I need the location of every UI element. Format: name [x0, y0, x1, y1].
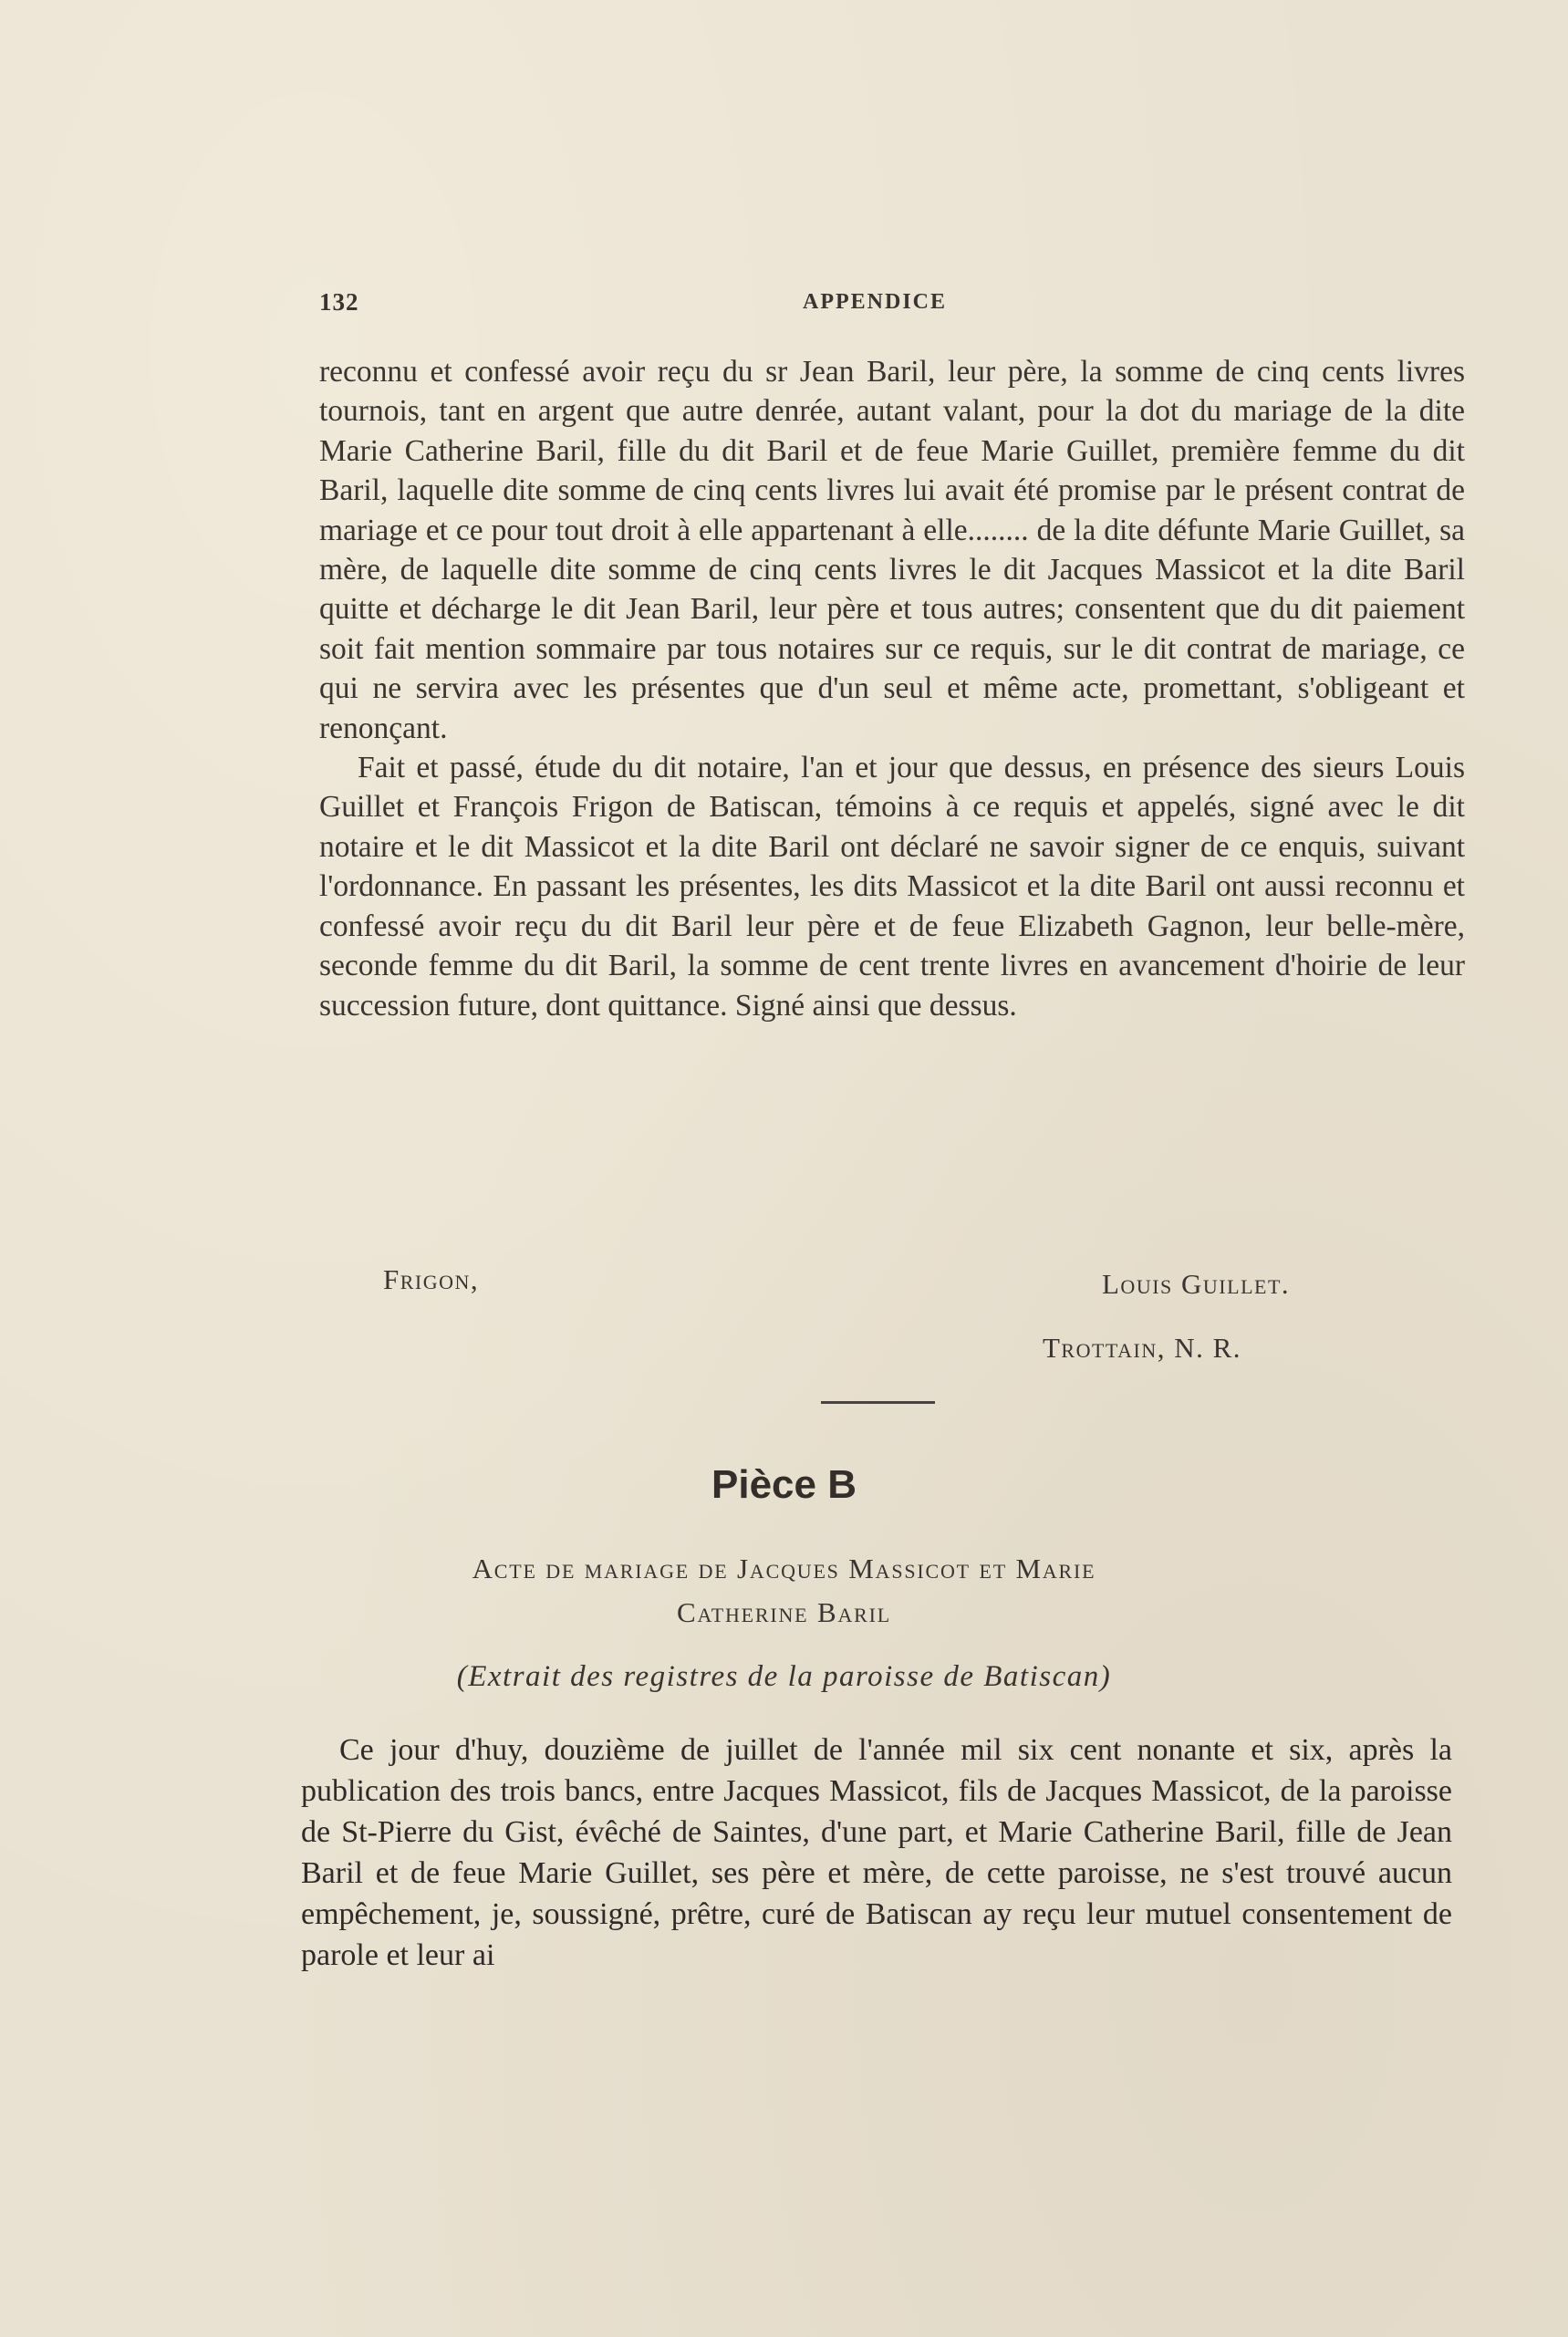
section-divider [821, 1401, 935, 1404]
page-header [319, 288, 1459, 325]
paragraph: reconnu et confessé avoir reçu du sr Jean Baril, leur père, la somme de cinq cents livres tournois, tant en argent que autre denrée, autant valant, pour la dot du mariage de la dite Marie Catherine Baril, fille du dit Baril et de feue Marie Guillet, première femme du dit Baril, laquelle dite somme de cinq cents livres lui avait été promise par le présent contrat de mariage et ce pour tout droit à elle appartenant à elle........ de la dite défunte Marie Guillet, sa mère, de laquelle dite somme de cinq cents livres le dit Jacques Massicot et la dite Baril quitte et décharge le dit Jean Baril, leur père et tous autres; consentent que du dit paiement soit fait mention sommaire par tous notaires sur ce requis, sur le dit contrat de mariage, ce qui ne servira avec les présentes que d'un seul et même acte, promettant, s'obligeant et renonçant. [319, 355, 1465, 745]
section-b-text [301, 1729, 1452, 1976]
signature-guillet: Louis Guillet. [1102, 1268, 1291, 1300]
act-title-line: Acte de mariage de Jacques Massicot et Marie [472, 1553, 1096, 1584]
act-title [0, 1547, 1568, 1635]
signature-frigon: Frigon, [383, 1263, 480, 1295]
section-a-text [319, 352, 1465, 1025]
page-number: 132 [319, 288, 359, 316]
act-title-line: Catherine Baril [677, 1596, 891, 1628]
section-title: Pièce B [711, 1462, 857, 1507]
extract-note: (Extrait des registres de la paroisse de Batiscan) [456, 1660, 1112, 1693]
signature-trottain: Trottain, N. R. [1043, 1332, 1242, 1364]
paragraph: Fait et passé, étude du dit notaire, l'an et jour que dessus, en présence des sieurs Louis Guillet et François Frigon de Batiscan, témoins à ce requis et appelés, signé avec le dit notaire et le dit Massicot et la dite Baril ont déclaré ne savoir signer de ce enquis, suivant l'ordonnance. En passant les présentes, les dits Massicot et la dite Baril ont aussi reconnu et confessé avoir reçu du dit Baril leur père et de feue Elizabeth Gagnon, leur belle-mère, seconde femme du dit Baril, la somme de cent trente livres en avancement d'hoirie de leur succession future, dont quittance. Signé ainsi que dessus. [319, 751, 1465, 1023]
running-head: APPENDICE [803, 290, 948, 314]
paragraph: Ce jour d'huy, douzième de juillet de l'année mil six cent nonante et six, après la publication des trois bancs, entre Jacques Massicot, fils de Jacques Massicot, de la paroisse de St-Pierre du Gist, évêché de Saintes, d'une part, et Marie Catherine Baril, fille de Jean Baril et de feue Marie Guillet, ses père et mère, de cette paroisse, ne s'est trouvé aucun empêchement, je, soussigné, prêtre, curé de Batiscan ay reçu leur mutuel consentement de parole et leur ai [301, 1733, 1452, 1972]
